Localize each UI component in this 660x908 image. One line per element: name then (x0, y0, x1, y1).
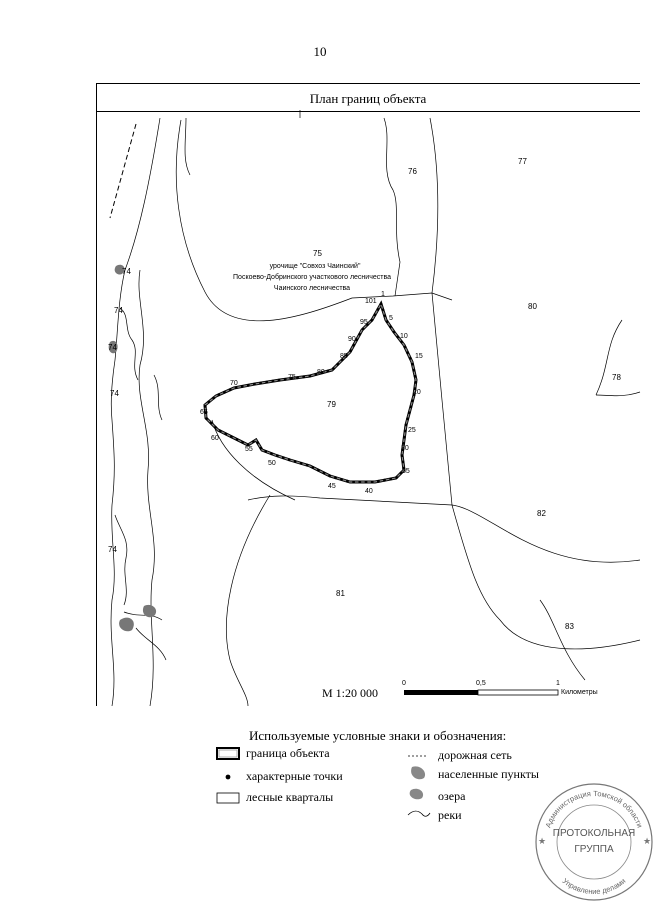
quarter-label: 74 (108, 545, 117, 554)
svg-text:★: ★ (538, 836, 547, 846)
boundary-point (408, 411, 411, 414)
legend-item-roads: дорожная сеть (438, 748, 512, 762)
stamp-center-line: ГРУППА (574, 844, 614, 855)
river-wave-icon (408, 811, 430, 816)
boundary-point (395, 476, 398, 479)
boundary-point (300, 462, 303, 465)
svg-text:★: ★ (643, 836, 652, 846)
legend-item-rivers: реки (438, 808, 462, 822)
boundary-point (219, 430, 222, 433)
boundary-point (241, 385, 244, 388)
boundary-point (256, 441, 259, 444)
boundary-point (259, 382, 262, 385)
point-label: 75 (288, 374, 296, 381)
boundary-point (278, 379, 281, 382)
river-line (120, 308, 138, 380)
boundary-point (284, 378, 287, 381)
point-label: 1 (381, 291, 385, 298)
quarter-label: 74 (110, 389, 119, 398)
object-boundary (205, 304, 416, 482)
object-label-line: Поскоево-Добринского участкового лесничества (233, 274, 391, 281)
settlement-blob-icon (411, 766, 425, 779)
boundary-point (403, 436, 406, 439)
boundary-point (317, 469, 320, 472)
boundary-point (217, 393, 220, 396)
point-label: 10 (400, 333, 408, 340)
scale-segment-black (404, 690, 478, 695)
boundary-point (272, 380, 275, 383)
boundary-point (400, 341, 403, 344)
road-line (110, 124, 136, 218)
boundary-point (207, 401, 210, 404)
boundary-point (371, 481, 374, 484)
boundary-point (365, 481, 368, 484)
boundary-point (328, 474, 331, 477)
boundary-point (370, 319, 373, 322)
river-line (136, 628, 166, 660)
legend-item-settlements: населенные пункты (438, 767, 539, 781)
legend-item-points: характерные точки (246, 769, 343, 783)
stamp-ring-bottom: Управление делами (560, 876, 628, 897)
boundary-point (276, 454, 279, 457)
boundary-point (362, 328, 365, 331)
scale-label: М 1:20 000 (322, 686, 379, 700)
point-label: 45 (328, 483, 336, 490)
boundary-point (411, 399, 414, 402)
quarter-label: 79 (327, 400, 336, 409)
boundary-point (309, 375, 312, 378)
quarter-label: 80 (528, 302, 537, 311)
river-line (154, 375, 162, 420)
boundary-point (401, 454, 404, 457)
boundary-point (380, 303, 383, 306)
boundary-point (253, 383, 256, 386)
boundary-point (236, 438, 239, 441)
point-dot-icon (226, 775, 231, 780)
point-label: 5 (389, 315, 393, 322)
river-line (185, 118, 190, 175)
boundary-point (358, 333, 361, 336)
quarter-label: 75 (313, 249, 322, 258)
boundary-point (332, 367, 335, 370)
quarter-boundary (384, 118, 400, 296)
boundary-point (412, 369, 415, 372)
boundary-point (259, 447, 262, 450)
quarter-label: 77 (518, 157, 527, 166)
boundary-point (383, 315, 386, 318)
point-label: 90 (348, 336, 356, 343)
boundary-point (241, 441, 244, 444)
quarter-boundary (430, 118, 438, 293)
boundary-point (405, 424, 408, 427)
boundary-point (214, 426, 217, 429)
boundary-point (410, 405, 413, 408)
quarter-boundary (248, 496, 452, 505)
point-label: 20 (413, 389, 421, 396)
quarter-boundary (596, 320, 622, 395)
quarter-label: 81 (336, 589, 345, 598)
boundary-point (311, 466, 314, 469)
boundary-point (265, 381, 268, 384)
object-boundary-inner (205, 304, 416, 482)
boundary-point (334, 476, 337, 479)
quarter-label: 78 (612, 373, 621, 382)
boundary-point (323, 472, 326, 475)
boundary-point (294, 460, 297, 463)
boundary-point (296, 376, 299, 379)
boundary-point (404, 430, 407, 433)
boundary-point (327, 370, 330, 373)
point-label: 65 (200, 409, 208, 416)
scale-unit: Километры (561, 689, 598, 696)
quarter-label: 76 (408, 167, 417, 176)
boundary-point (252, 440, 255, 443)
boundary-point (230, 435, 233, 438)
quarter-boundary (596, 392, 640, 396)
point-label: 30 (401, 445, 409, 452)
boundary-point (402, 461, 405, 464)
scale-tick: 0,5 (476, 680, 486, 687)
point-label: 80 (317, 369, 325, 376)
legend-item-lakes: озера (438, 789, 466, 803)
point-label: 15 (415, 353, 423, 360)
boundary-point (282, 456, 285, 459)
river-line (139, 270, 154, 706)
point-label: 60 (211, 435, 219, 442)
scale-tick: 0 (402, 680, 406, 687)
boundary-point (411, 363, 414, 366)
boundary-point (288, 458, 291, 461)
boundary-point (414, 381, 417, 384)
boundary-point (382, 309, 385, 312)
stamp-center-line: ПРОТОКОЛЬНАЯ (552, 828, 636, 839)
map-title: План границ объекта (309, 91, 427, 106)
lake-blob-icon (410, 789, 423, 800)
legend-item-boundary: граница объекта (246, 746, 330, 760)
point-label: 70 (230, 380, 238, 387)
legend-item-quarters: лесные кварталы (246, 790, 334, 804)
boundary-point (264, 450, 267, 453)
point-label: 55 (245, 446, 253, 453)
boundary-point (358, 481, 361, 484)
boundary-point (406, 351, 409, 354)
river-line (115, 515, 127, 605)
quarter-label: 74 (122, 267, 131, 276)
boundary-point (270, 452, 273, 455)
boundary-point (389, 478, 392, 481)
boundary-point (212, 397, 215, 400)
point-label: 95 (360, 319, 368, 326)
object-label-line: урочище "Совхоз Чаинский" (269, 263, 361, 270)
boundary-point (336, 363, 339, 366)
quarter-label: 74 (114, 306, 123, 315)
page-number: 10 (313, 44, 327, 59)
stamp-ring-top: Администрация Томской области (543, 788, 645, 829)
boundary-point (302, 375, 305, 378)
boundary-point (210, 422, 213, 425)
quarter-rect-icon (217, 793, 239, 803)
point-label: 85 (340, 353, 348, 360)
quarter-boundary (540, 600, 585, 680)
boundary-point (409, 357, 412, 360)
lake-shape (119, 618, 134, 632)
boundary-point (389, 325, 392, 328)
boundary-point (414, 375, 417, 378)
boundary-point (340, 478, 343, 481)
boundary-point (374, 314, 377, 317)
legend-heading: Используемые условные знаки и обозначения: (249, 728, 507, 743)
quarter-label: 74 (108, 343, 117, 352)
boundary-point (383, 479, 386, 482)
boundary-point (205, 417, 208, 420)
point-label: 25 (408, 427, 416, 434)
boundary-point (396, 336, 399, 339)
boundary-point (349, 349, 352, 352)
boundary-point (406, 417, 409, 420)
boundary-point (223, 391, 226, 394)
object-label-line: Чаинского лесничества (273, 285, 351, 292)
quarter-label: 83 (565, 622, 574, 631)
scale-tick: 1 (556, 680, 560, 687)
point-label: 101 (365, 298, 377, 305)
boundary-point (306, 464, 309, 467)
boundary-point (352, 344, 355, 347)
boundary-point (393, 331, 396, 334)
boundary-point (352, 481, 355, 484)
scale-segment-white (478, 690, 558, 695)
boundary-point (224, 433, 227, 436)
boundary-point (229, 388, 232, 391)
river-line (111, 118, 160, 706)
quarter-label: 82 (537, 509, 546, 518)
boundary-point (377, 480, 380, 483)
quarter-boundary (226, 495, 270, 706)
boundary-point (204, 405, 207, 408)
quarter-boundary (452, 505, 640, 562)
point-label: 40 (365, 488, 373, 495)
quarter-boundary (432, 293, 452, 505)
boundary-point (247, 384, 250, 387)
boundary-point (346, 480, 349, 483)
point-label: 50 (268, 460, 276, 467)
boundary-point (404, 346, 407, 349)
official-stamp (528, 776, 660, 908)
scale-bar (404, 690, 558, 695)
point-label: 35 (402, 468, 410, 475)
quarter-boundary (452, 505, 640, 649)
boundary-point (377, 308, 380, 311)
